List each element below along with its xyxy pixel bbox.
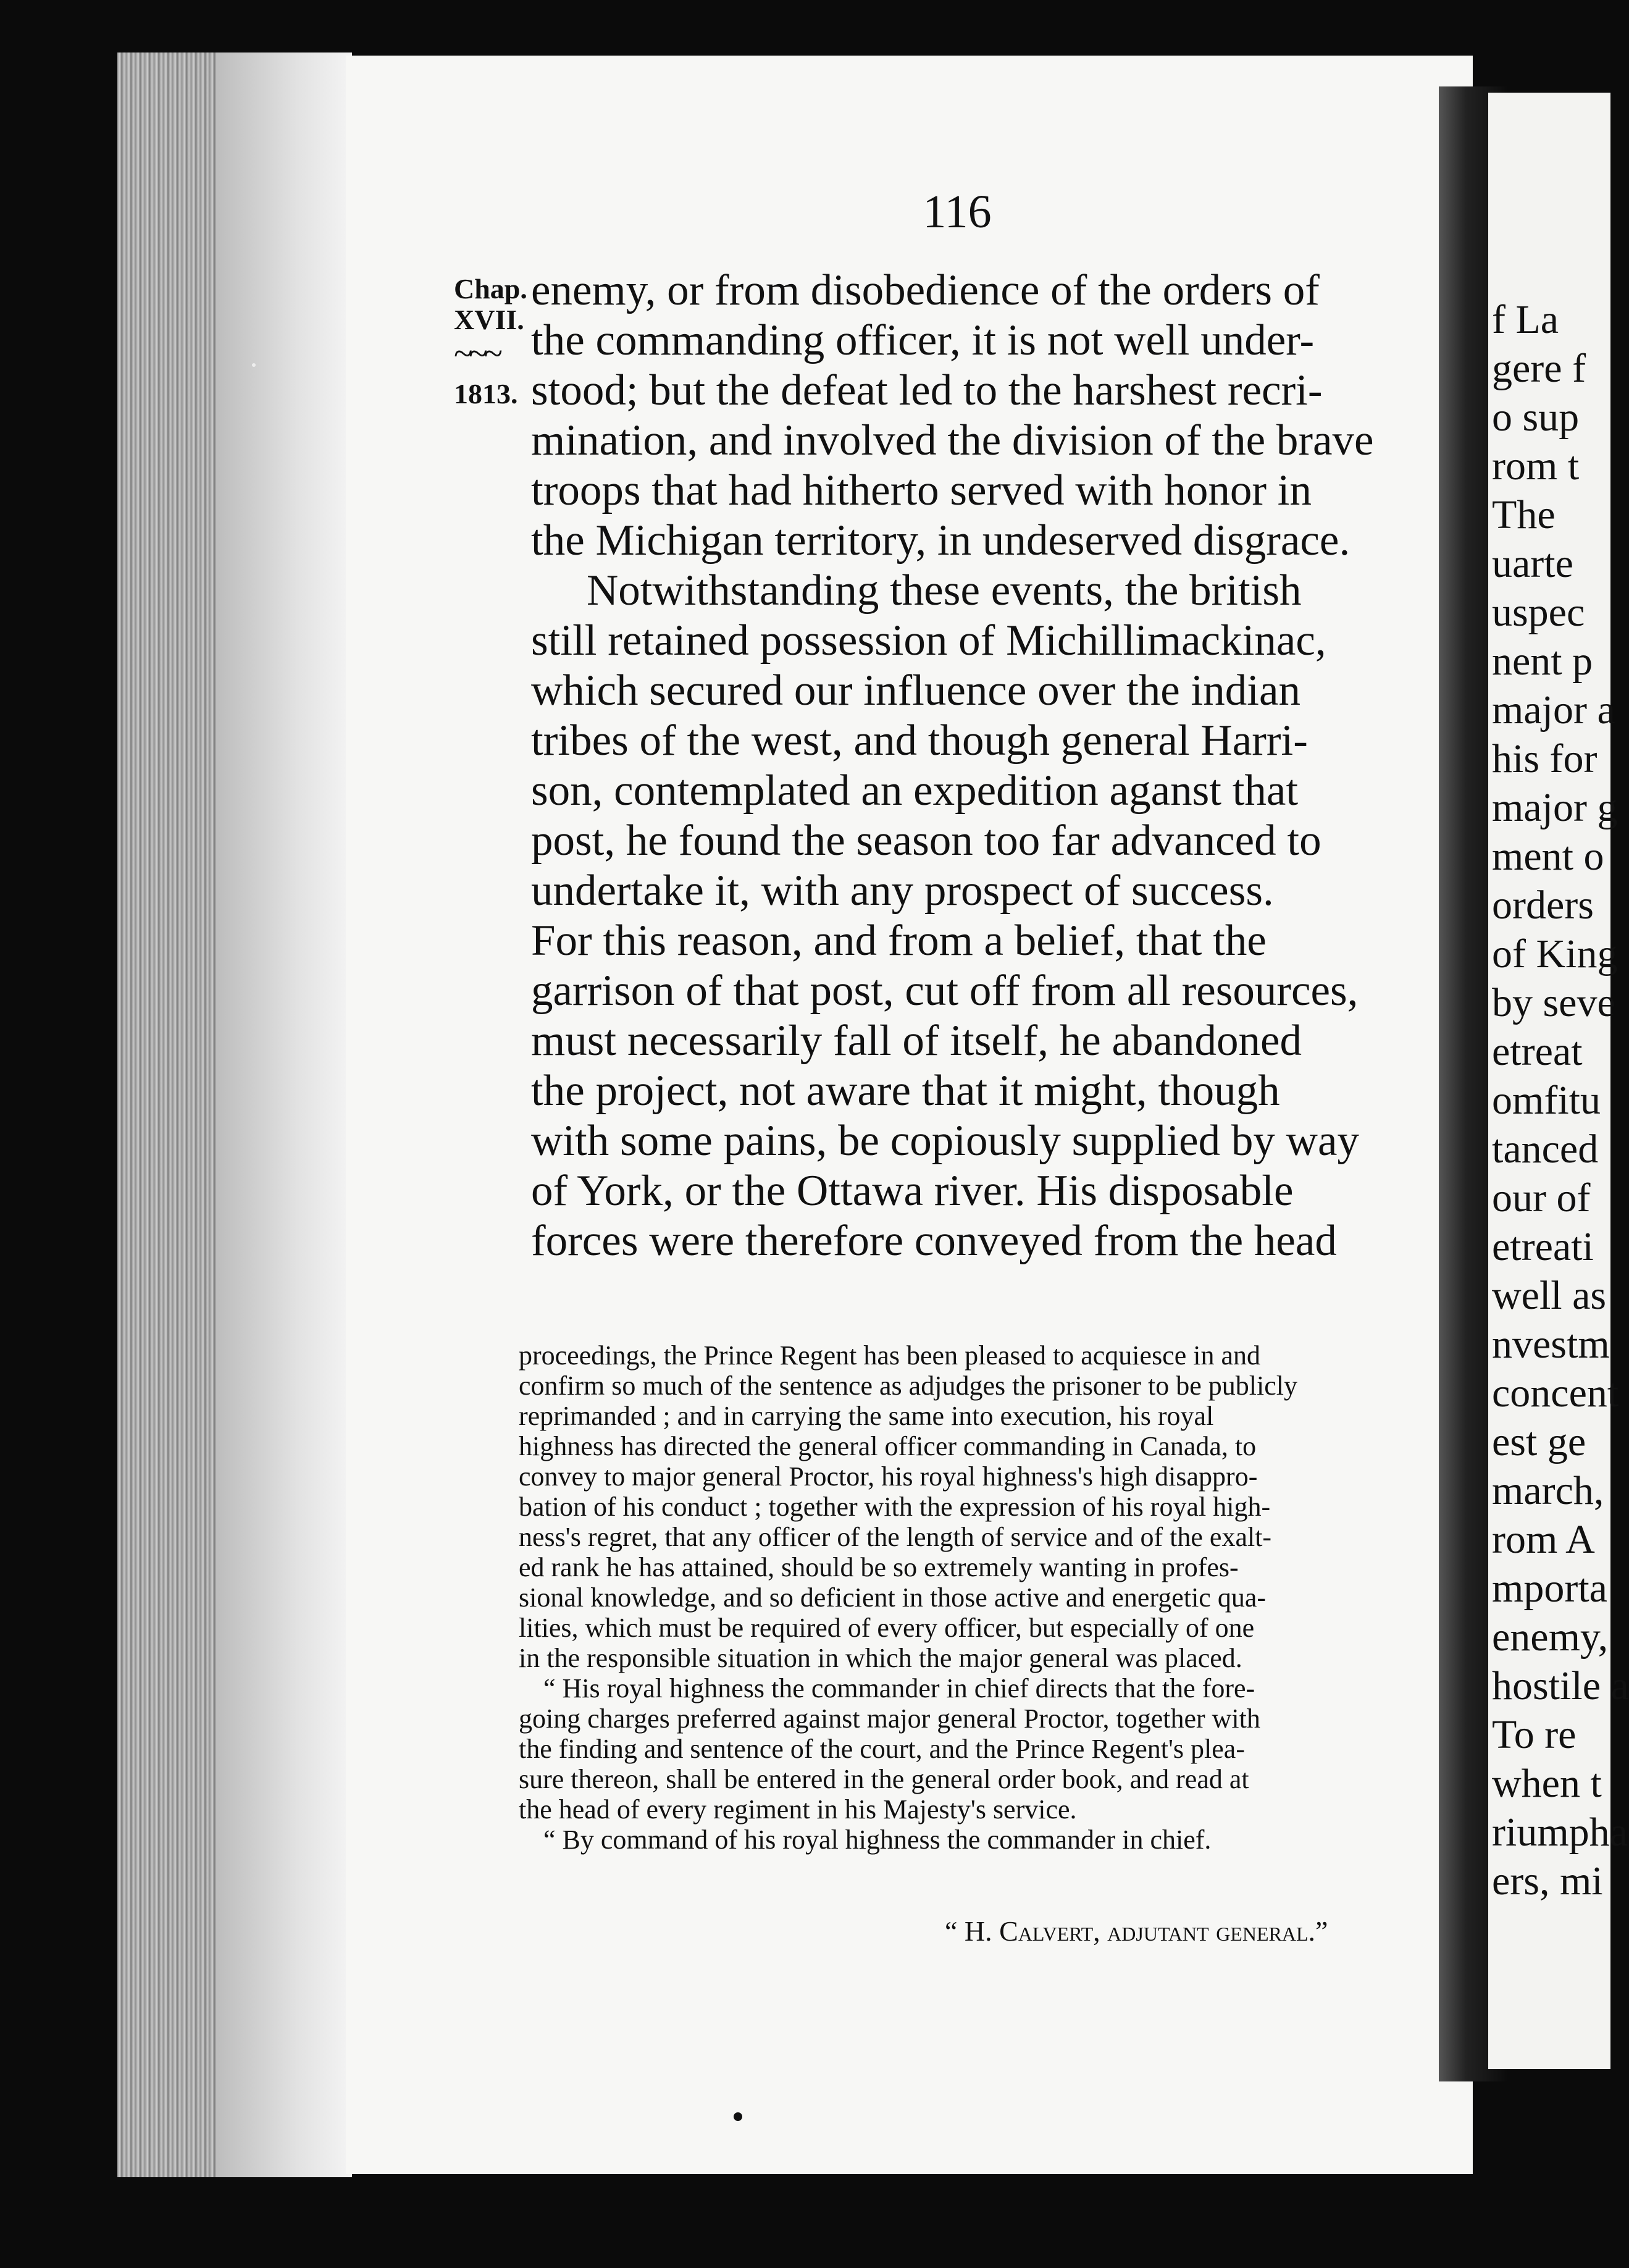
right-page-fragment: uarte <box>1492 541 1573 586</box>
text-line: Notwithstanding these events, the british <box>587 566 1302 615</box>
text-line: undertake it, with any prospect of success. <box>531 867 1274 915</box>
right-page-fragment: o sup <box>1492 395 1580 440</box>
footnote-line: the head of every regiment in his Majesty's service. <box>519 1794 1077 1825</box>
right-page-fragment: enemy, <box>1492 1615 1609 1660</box>
text-line: forces were therefore conveyed from the head <box>531 1217 1337 1265</box>
right-page-fragment: gere f <box>1492 346 1586 391</box>
right-page-fragment: his for <box>1492 736 1598 781</box>
text-line: stood; but the defeat led to the harshest recri- <box>531 366 1323 414</box>
footnote-block <box>519 1340 1451 1855</box>
right-page-fragment: major g <box>1492 785 1618 830</box>
right-page-fragment: of King <box>1492 931 1618 976</box>
right-page-fragment: march, <box>1492 1468 1604 1513</box>
margin-chapter-numeral: XVII. <box>454 304 524 335</box>
text-line: the project, not aware that it might, though <box>531 1067 1280 1115</box>
right-page-fragment: nent p <box>1492 639 1593 684</box>
right-page-fragment: omfitu <box>1492 1078 1601 1123</box>
margin-ornament: ~~~ <box>454 335 499 373</box>
margin-year: 1813. <box>454 378 518 410</box>
right-page-fragment: when t <box>1492 1761 1602 1806</box>
footnote-line: reprimanded ; and in carrying the same into execution, his royal <box>519 1401 1214 1431</box>
text-line: the Michigan territory, in undeserved disgrace. <box>531 516 1351 565</box>
right-page-fragment: est ge <box>1492 1419 1586 1464</box>
right-page-fragment: uspec <box>1492 590 1585 635</box>
footnote-line: “ His royal highness the commander in chief directs that the fore- <box>543 1673 1255 1703</box>
footnote-line: sional knowledge, and so deficient in those active and energetic qua- <box>519 1582 1266 1613</box>
footnote-line: confirm so much of the sentence as adjudges the prisoner to be publicly <box>519 1371 1297 1401</box>
right-page-fragment: mporta <box>1492 1566 1607 1611</box>
right-page-fragment: rom A <box>1492 1517 1595 1562</box>
footnote-line: going charges preferred against major general Proctor, together with <box>519 1703 1260 1734</box>
text-line: which secured our influence over the indian <box>531 666 1300 715</box>
text-line: the commanding officer, it is not well under- <box>531 316 1315 364</box>
right-page-fragment: our of <box>1492 1175 1591 1220</box>
text-line: with some pains, be copiously supplied by way <box>531 1117 1359 1165</box>
footnote-line: “ By command of his royal highness the commander in chief. <box>543 1825 1212 1855</box>
text-line: still retained possession of Michillimackinac, <box>531 616 1326 665</box>
text-line: enemy, or from disobedience of the orders of <box>531 266 1320 314</box>
right-page-fragment: To re <box>1492 1712 1577 1757</box>
right-page-fragment: major a <box>1492 687 1615 733</box>
main-text <box>531 266 1460 1266</box>
footnote-line: lities, which must be required of every officer, but especially of one <box>519 1613 1255 1643</box>
text-line: of York, or the Ottawa river. His disposable <box>531 1167 1294 1215</box>
footnote-line: convey to major general Proctor, his royal highness's high disappro- <box>519 1461 1258 1492</box>
right-page-fragment: tanced <box>1492 1127 1599 1172</box>
right-page-fragment: concent <box>1492 1371 1619 1416</box>
footnote-line: ness's regret, that any officer of the length of service and of the exalt- <box>519 1522 1272 1552</box>
text-line: must necessarily fall of itself, he abandoned <box>531 1017 1302 1065</box>
right-page-fragment: ment o <box>1492 834 1604 879</box>
footnote-line: bation of his conduct ; together with the expression of his royal high- <box>519 1492 1271 1522</box>
right-page-fragment: f La <box>1492 297 1559 342</box>
footnote-line: the finding and sentence of the court, and the Prince Regent's plea- <box>519 1734 1245 1764</box>
speck <box>252 363 256 367</box>
text-line: troops that had hitherto served with honor in <box>531 466 1312 514</box>
right-page-fragment: hostile a <box>1492 1663 1629 1708</box>
right-page-fragment: ers, mi <box>1492 1858 1603 1904</box>
book-page-right <box>1488 93 1629 2069</box>
printer-mark <box>734 2112 742 2121</box>
footnote-line: highness has directed the general officer commanding in Canada, to <box>519 1431 1257 1461</box>
right-page-fragment: well as <box>1492 1273 1607 1318</box>
right-page-fragment: orders <box>1492 883 1594 928</box>
page-gutter <box>216 52 352 2177</box>
signature-line: “ H. Calvert, adjutant general.” <box>945 1915 1328 1947</box>
right-page-fragment: riumpha <box>1492 1810 1628 1855</box>
page-number: 116 <box>923 186 992 238</box>
margin-chapter-label: Chap. <box>454 273 527 304</box>
right-page-fragment: etreati <box>1492 1224 1594 1269</box>
footnote-line: ed rank he has attained, should be so extremely wanting in profes- <box>519 1552 1239 1582</box>
text-line: post, he found the season too far advanced to <box>531 817 1321 865</box>
footnote-line: sure thereon, shall be entered in the general order book, and read at <box>519 1764 1249 1794</box>
text-line: tribes of the west, and though general Harri- <box>531 716 1308 765</box>
text-line: son, contemplated an expedition aganst that <box>531 766 1299 815</box>
right-page-fragment: nvestm <box>1492 1322 1610 1367</box>
right-page-fragment: rom t <box>1492 443 1580 489</box>
footnote-line: in the responsible situation in which the major general was placed. <box>519 1643 1242 1673</box>
footnote-line: proceedings, the Prince Regent has been pleased to acquiesce in and <box>519 1340 1260 1371</box>
right-page-fragment: etreat <box>1492 1029 1583 1074</box>
text-line: For this reason, and from a belief, that the <box>531 917 1267 965</box>
text-line: mination, and involved the division of the brave <box>531 416 1374 464</box>
right-page-fragment: The <box>1492 492 1556 537</box>
right-page-fragment: by seve <box>1492 980 1615 1025</box>
text-line: garrison of that post, cut off from all resources, <box>531 967 1359 1015</box>
